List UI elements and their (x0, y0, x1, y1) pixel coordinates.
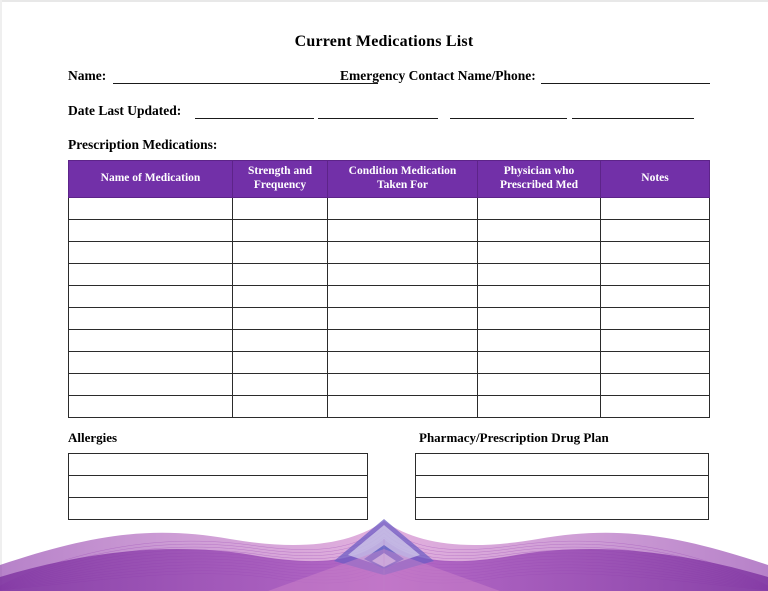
wave-layer-magenta (0, 521, 768, 591)
table-cell[interactable] (478, 396, 601, 418)
table-cell[interactable] (328, 308, 478, 330)
table-cell[interactable] (601, 330, 710, 352)
wave-center-diamond-inner (372, 553, 396, 567)
name-row (68, 68, 710, 86)
page-title: Current Medications List (294, 33, 474, 50)
table-cell[interactable] (478, 220, 601, 242)
date-input-rule-2[interactable] (318, 118, 438, 119)
wave-layer-purple (0, 539, 768, 591)
pharmacy-row (416, 454, 709, 476)
wave-center-peak (334, 519, 434, 575)
table-cell[interactable] (328, 352, 478, 374)
allergies-label: Allergies (68, 430, 118, 445)
table-cell[interactable] (69, 330, 233, 352)
table-cell[interactable] (328, 396, 478, 418)
page-left-edge (0, 0, 2, 591)
table-row (69, 220, 710, 242)
date-input-rule-1[interactable] (195, 118, 314, 119)
pharmacy-box (415, 453, 709, 520)
wave-center-fill (268, 549, 500, 591)
date-input-rule-3[interactable] (450, 118, 567, 119)
table-cell[interactable] (233, 286, 328, 308)
table-cell[interactable] (233, 220, 328, 242)
table-cell[interactable] (601, 198, 710, 220)
wave-center-highlight (348, 525, 420, 567)
medications-table-body (69, 198, 710, 418)
table-cell[interactable] (328, 198, 478, 220)
table-cell[interactable] (478, 198, 601, 220)
column-header-name-of-medication (69, 161, 233, 198)
table-cell[interactable] (478, 352, 601, 374)
table-cell[interactable] (601, 308, 710, 330)
pharmacy-row (416, 498, 709, 520)
table-cell[interactable] (69, 476, 368, 498)
table-cell[interactable] (233, 242, 328, 264)
name-input-rule[interactable] (113, 83, 378, 84)
name-label: Name: (68, 68, 107, 83)
table-cell[interactable] (478, 374, 601, 396)
table-cell[interactable] (328, 242, 478, 264)
table-row (69, 286, 710, 308)
emergency-contact-label: Emergency Contact Name/Phone: (340, 68, 536, 83)
table-header-row (69, 161, 710, 198)
table-cell[interactable] (69, 454, 368, 476)
date-input-rule-4[interactable] (572, 118, 694, 119)
table-cell[interactable] (233, 308, 328, 330)
allergies-row (69, 498, 368, 520)
table-cell[interactable] (416, 498, 709, 520)
allergies-row (69, 476, 368, 498)
table-cell[interactable] (601, 396, 710, 418)
allergies-row (69, 454, 368, 476)
wave-hatching-right (384, 525, 768, 591)
table-cell[interactable] (601, 286, 710, 308)
table-cell[interactable] (69, 220, 233, 242)
table-cell[interactable] (69, 242, 233, 264)
date-row (68, 103, 710, 121)
date-last-updated-label: Date Last Updated: (68, 103, 182, 118)
page-top-edge (0, 0, 768, 2)
table-cell[interactable] (69, 198, 233, 220)
table-cell[interactable] (478, 286, 601, 308)
table-cell[interactable] (69, 352, 233, 374)
table-cell[interactable] (328, 264, 478, 286)
table-cell[interactable] (69, 308, 233, 330)
column-header-notes (601, 161, 710, 198)
header-line: Strength and (247, 165, 312, 177)
header-line: Taken For (376, 178, 428, 191)
table-cell[interactable] (233, 198, 328, 220)
wave-hatching-left (0, 525, 384, 591)
header-line: Condition Medication (348, 165, 457, 177)
table-cell[interactable] (328, 374, 478, 396)
pharmacy-label: Pharmacy/Prescription Drug Plan (419, 430, 609, 445)
emergency-contact-input-rule[interactable] (541, 83, 710, 84)
table-cell[interactable] (69, 498, 368, 520)
table-row (69, 242, 710, 264)
table-cell[interactable] (233, 396, 328, 418)
medications-table (68, 160, 710, 418)
table-cell[interactable] (328, 330, 478, 352)
table-row (69, 198, 710, 220)
table-cell[interactable] (233, 264, 328, 286)
table-row (69, 396, 710, 418)
allergies-box (68, 453, 368, 520)
table-cell[interactable] (233, 352, 328, 374)
table-cell[interactable] (478, 308, 601, 330)
table-cell[interactable] (233, 374, 328, 396)
table-row (69, 330, 710, 352)
table-row (69, 308, 710, 330)
table-cell[interactable] (601, 242, 710, 264)
header-line: Physician who (503, 165, 575, 177)
table-cell[interactable] (328, 220, 478, 242)
table-cell[interactable] (328, 286, 478, 308)
table-row (69, 374, 710, 396)
prescription-medications-label: Prescription Medications: (68, 137, 218, 152)
table-cell[interactable] (416, 476, 709, 498)
column-header-strength-and-frequency (233, 161, 328, 198)
table-cell[interactable] (601, 352, 710, 374)
table-cell[interactable] (69, 396, 233, 418)
header-line: Prescribed Med (499, 178, 579, 191)
column-header-condition-medication-taken-for (328, 161, 478, 198)
table-cell[interactable] (69, 286, 233, 308)
header-line: Notes (641, 171, 669, 184)
wave-center-diamond (364, 545, 404, 569)
header-line: Frequency (253, 178, 307, 191)
table-cell[interactable] (69, 374, 233, 396)
table-cell[interactable] (69, 264, 233, 286)
column-header-physician-who-prescribed-med (478, 161, 601, 198)
table-cell[interactable] (233, 330, 328, 352)
table-row (69, 352, 710, 374)
table-cell[interactable] (478, 242, 601, 264)
pharmacy-row (416, 476, 709, 498)
table-cell[interactable] (601, 264, 710, 286)
table-cell[interactable] (478, 264, 601, 286)
table-cell[interactable] (601, 220, 710, 242)
header-line: Name of Medication (100, 171, 201, 184)
table-cell[interactable] (601, 374, 710, 396)
table-cell[interactable] (478, 330, 601, 352)
table-row (69, 264, 710, 286)
table-cell[interactable] (416, 454, 709, 476)
